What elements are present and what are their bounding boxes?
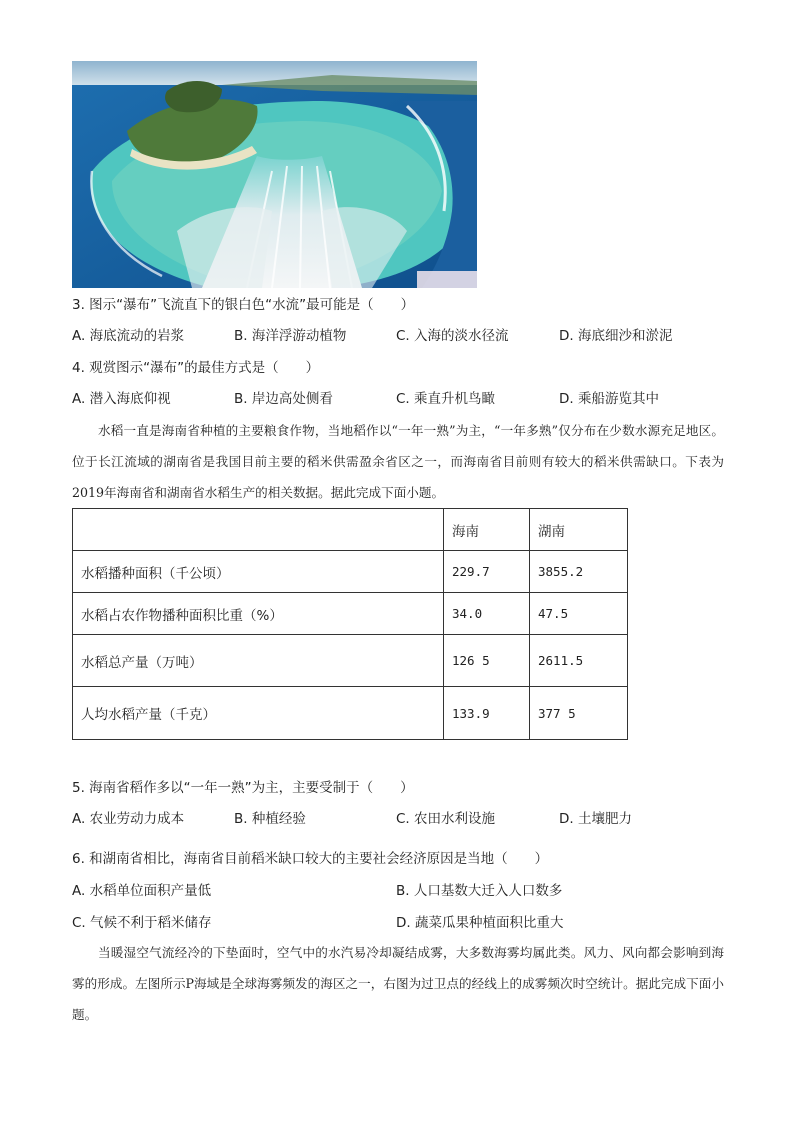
q6-option-a[interactable]: A. 水稻单位面积产量低 bbox=[72, 883, 212, 899]
table-cell-hunan: 377 5 bbox=[530, 687, 628, 740]
table-cell-hunan: 2611.5 bbox=[530, 635, 628, 687]
table-row bbox=[73, 593, 628, 635]
rice-passage: 水稻一直是海南省种植的主要粮食作物，当地稻作以“一年一熟”为主，“一年多熟”仅分布在少数水源充足地区。位于长江流域的湖南省是我国目前主要的稻米供需盈余省区之一，而海南省目前则有较大的稻米供需缺口。下表为2019年海南省和湖南省水稻生产的相关数据。据此完成下面小题。 bbox=[72, 423, 724, 500]
rice-data-table bbox=[72, 508, 628, 740]
table-row-label: 水稻总产量（万吨） bbox=[73, 635, 444, 687]
question-6-stem: 6. 和湖南省相比，海南省目前稻米缺口较大的主要社会经济原因是当地（ ） bbox=[72, 851, 549, 867]
q5-option-b[interactable]: B. 种植经验 bbox=[234, 811, 306, 827]
table-cell-hainan: 133.9 bbox=[444, 687, 530, 740]
table-header-hunan: 湖南 bbox=[530, 509, 628, 551]
question-4-stem: 4. 观赏图示“瀑布”的最佳方式是（ ） bbox=[72, 360, 320, 376]
q3-option-c[interactable]: C. 入海的淡水径流 bbox=[396, 328, 509, 344]
q3-option-d[interactable]: D. 海底细沙和淤泥 bbox=[559, 328, 673, 344]
table-row bbox=[73, 687, 628, 740]
q5-option-a[interactable]: A. 农业劳动力成本 bbox=[72, 811, 185, 827]
q5-option-d[interactable]: D. 土壤肥力 bbox=[559, 811, 632, 827]
table-cell-hainan: 229.7 bbox=[444, 551, 530, 593]
table-cell-hainan: 126 5 bbox=[444, 635, 530, 687]
sea-fog-passage: 当暖湿空气流经冷的下垫面时，空气中的水汽易冷却凝结成雾，大多数海雾均属此类。风力、风向都会影响到海雾的形成。左图所示P海域是全球海雾频发的海区之一，右图为过卫点的经线上的成雾频次时空统计。据此完成下面小题。 bbox=[72, 945, 724, 1022]
q6-option-b[interactable]: B. 人口基数大迁入人口数多 bbox=[396, 883, 563, 899]
table-cell-hunan: 47.5 bbox=[530, 593, 628, 635]
table-header-hainan: 海南 bbox=[444, 509, 530, 551]
table-row-label: 水稻占农作物播种面积比重（%） bbox=[73, 593, 444, 635]
q6-option-c[interactable]: C. 气候不利于稻米储存 bbox=[72, 915, 212, 931]
underwater-waterfall-illustration bbox=[72, 61, 477, 288]
table-cell-hunan: 3855.2 bbox=[530, 551, 628, 593]
table-header-blank bbox=[73, 509, 444, 551]
table-row-label: 水稻播种面积（千公顷） bbox=[73, 551, 444, 593]
question-3-stem: 3. 图示“瀑布”飞流直下的银白色“水流”最可能是（ ） bbox=[72, 297, 415, 313]
table-row-label: 人均水稻产量（千克） bbox=[73, 687, 444, 740]
q4-option-a[interactable]: A. 潜入海底仰视 bbox=[72, 391, 171, 407]
island-waterfall-photo bbox=[72, 61, 477, 288]
table-cell-hainan: 34.0 bbox=[444, 593, 530, 635]
q4-option-c[interactable]: C. 乘直升机鸟瞰 bbox=[396, 391, 496, 407]
q5-option-c[interactable]: C. 农田水利设施 bbox=[396, 811, 496, 827]
table-header-row bbox=[73, 509, 628, 551]
q3-option-a[interactable]: A. 海底流动的岩浆 bbox=[72, 328, 185, 344]
q6-option-d[interactable]: D. 蔬菜瓜果种植面积比重大 bbox=[396, 915, 564, 931]
question-5-stem: 5. 海南省稻作多以“一年一熟”为主，主要受制于（ ） bbox=[72, 780, 414, 796]
q4-option-d[interactable]: D. 乘船游览其中 bbox=[559, 391, 659, 407]
table-row bbox=[73, 635, 628, 687]
table-row bbox=[73, 551, 628, 593]
q3-option-b[interactable]: B. 海洋浮游动植物 bbox=[234, 328, 347, 344]
q4-option-b[interactable]: B. 岸边高处侧看 bbox=[234, 391, 333, 407]
